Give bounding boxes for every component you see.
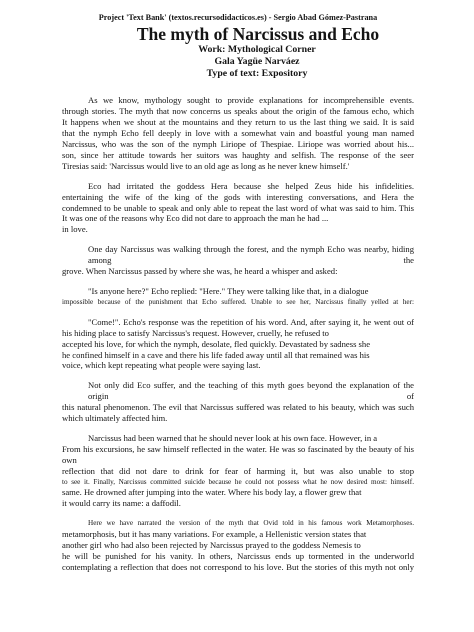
text-type-line: Type of text: Expository xyxy=(206,67,308,79)
paragraph-line: it would carry its name: a daffodil. xyxy=(62,498,181,509)
body-paragraph xyxy=(62,286,414,308)
paragraph-line: entertaining the wife of the king of the gods with interesting conversations, and Hera the xyxy=(62,191,414,202)
paragraph-line: Tiresias said: 'Narcissus would live to an old age as long as he never knew himself.' xyxy=(62,160,350,171)
paragraph-line: Narcissus had been warned that he should never look at his own face. However, in a xyxy=(88,432,378,443)
paragraph-line: It happens when we shout at the mountains and they return to us the last thing we said. It is said xyxy=(62,117,414,128)
paragraph-line: his hiding place to satisfy Narcissus's request. However, cruelly, he refused to xyxy=(62,327,329,338)
paragraph-line: same. He drowned after jumping into the water. Where his body lay, a flower grew that xyxy=(62,487,362,498)
paragraph-line: Not only did Eco suffer, and the teaching of this myth goes beyond the explanation of the origin of xyxy=(88,380,414,402)
paragraph-line: It was one of the reasons why Eco did not dare to approach the man he had ... xyxy=(62,213,329,224)
document-body xyxy=(62,95,414,572)
body-paragraph xyxy=(62,433,414,509)
paragraph-line: voice, which kept repeating what people were saying last. xyxy=(62,360,261,371)
paragraph-line: he will be punished for his vanity. In others, Narcissus ends up tormented in the underworld xyxy=(62,551,414,562)
paragraph-line: One day Narcissus was walking through the forest, and the nymph Echo was nearby, hiding among the xyxy=(88,244,414,266)
paragraph-line: to see it. Finally, Narcissus committed suicide because he could not possess what he now desired most: himself. xyxy=(62,477,414,486)
paragraph-line: he confined himself in a cave and there his life faded away until all that remained was his xyxy=(62,349,370,360)
paragraph-line: "Come!". Echo's response was the repetition of his word. And, after saying it, he went out of xyxy=(88,316,414,327)
paragraph-line: in love. xyxy=(62,224,88,235)
paragraph-line: son, since her attitude towards her suitors was haughty and selfish. The response of the seer xyxy=(62,149,414,160)
paragraph-line: contemplating a reflection that does not correspond to his love. But the stories of this myth not only xyxy=(62,561,414,572)
paragraph-line: metamorphosis, but it has many variations. For example, a Hellenistic version states that xyxy=(62,529,367,540)
paragraph-line: impossible because of the punishment that Echo suffered. Unable to see her, Narcissus finally yelled at her: xyxy=(62,297,414,306)
paragraph-line: reflection that did not dare to drink for fear of harming it, but was also unable to stop xyxy=(62,465,414,476)
paragraph-line: that the nymph Echo fell deeply in love with a somewhat vain and boastful young man named xyxy=(62,128,414,139)
paragraph-line: Eco had irritated the goddess Hera because she helped Zeus hide his infidelities. xyxy=(88,180,414,191)
author-line: Gala Yagüe Narváez xyxy=(214,55,300,67)
body-paragraph xyxy=(62,95,414,171)
paragraph-line: "Is anyone here?" Echo replied: "Here." They were talking like that, in a dialogue xyxy=(88,285,369,296)
paragraph-line: From his excursions, he saw himself reflected in the water. He was so fascinated by the beauty of his own xyxy=(62,443,414,465)
body-paragraph xyxy=(62,317,414,372)
document-title: The myth of Narcissus and Echo xyxy=(136,24,380,44)
body-paragraph xyxy=(62,181,414,236)
project-credit: Project 'Text Bank' (textos.recursodidacticos.es) - Sergio Abad Gómez-Pastrana xyxy=(98,13,378,22)
paragraph-line: grove. When Narcissus passed by where she was, he heard a whisper and asked: xyxy=(62,266,338,277)
paragraph-line: Here we have narrated the version of the myth that Ovid told in his famous work Metamorphoses. xyxy=(88,519,414,528)
body-paragraph xyxy=(62,518,414,573)
paragraph-line: this natural phenomenon. The evil that Narcissus suffered was related to his beauty, which was such xyxy=(62,402,414,413)
paragraph-line: which ultimately affected him. xyxy=(62,413,168,424)
paragraph-line: As we know, mythology sought to provide explanations for incomprehensible events. xyxy=(88,95,414,106)
paragraph-line: accepted his love, for which the nymph, desolate, fled quickly. Devastated by sadness she xyxy=(62,338,371,349)
paragraph-line: through stories. The myth that now concerns us speaks about the origin of the famous echo, which xyxy=(62,106,414,117)
body-paragraph xyxy=(62,380,414,424)
work-line: Work: Mythological Corner xyxy=(198,44,316,55)
paragraph-line: another girl who had also been rejected by Narcissus prayed to the goddess Nemesis to xyxy=(62,540,361,551)
document-header xyxy=(62,13,414,79)
paragraph-line: Narcissus, who was the son of the nymph Liriope of Thespiae. Liriope was worried about his... xyxy=(62,139,414,150)
body-paragraph xyxy=(62,244,414,277)
paragraph-line: condemned to be unable to speak and only able to repeat the last word of what was said to him. This xyxy=(62,202,414,213)
